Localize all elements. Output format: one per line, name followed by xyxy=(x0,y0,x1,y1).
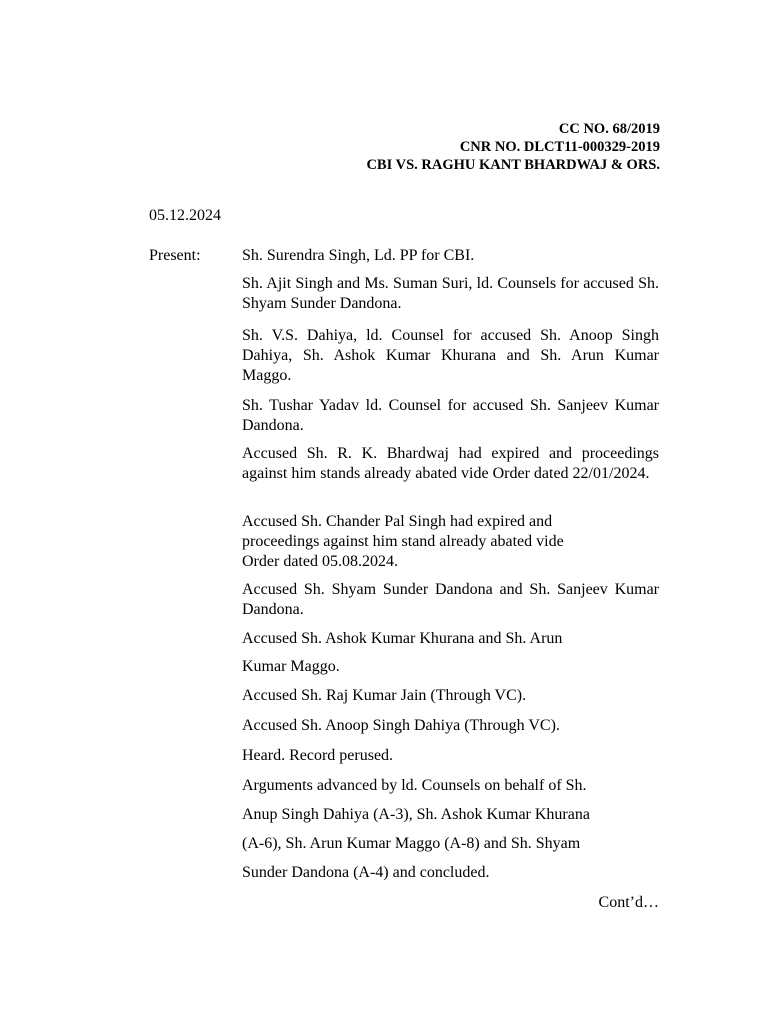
paragraph-accused-khurana-line1: Accused Sh. Ashok Kumar Khurana and Sh. Arun xyxy=(242,630,563,647)
case-number: CC NO. 68/2019 xyxy=(558,121,660,137)
paragraph-heard: Heard. Record perused. xyxy=(242,747,394,764)
paragraph-counsel-yadav: Sh. Tushar Yadav ld. Counsel for accused Sh. Sanjeev Kumar Dandona. xyxy=(242,397,659,434)
paragraph-counsel-dandona: Sh. Ajit Singh and Ms. Suman Suri, ld. Counsels for accused Sh. Shyam Sunder Dandona. xyxy=(242,275,659,312)
paragraph-arguments-line2: Anup Singh Dahiya (A-3), Sh. Ashok Kumar Khurana xyxy=(242,806,590,823)
paragraph-chander-pal-line2: proceedings against him stand already abated vide xyxy=(242,533,564,550)
case-header xyxy=(366,120,660,174)
paragraph-counsel-dahiya: Sh. V.S. Dahiya, ld. Counsel for accused Sh. Anoop Singh Dahiya, Sh. Ashok Kumar Khurana and Sh. Arun Kumar Maggo. xyxy=(242,327,659,384)
paragraph-arguments-line1: Arguments advanced by ld. Counsels on behalf of Sh. xyxy=(242,777,587,794)
paragraph-chander-pal-line1: Accused Sh. Chander Pal Singh had expired and xyxy=(242,513,553,530)
paragraph-arguments-line3: (A-6), Sh. Arun Kumar Maggo (A-8) and Sh. Shyam xyxy=(242,835,581,852)
paragraph-arguments-line4: Sunder Dandona (A-4) and concluded. xyxy=(242,864,490,881)
case-title: CBI VS. RAGHU KANT BHARDWAJ & ORS. xyxy=(366,157,660,173)
paragraph-accused-dahiya: Accused Sh. Anoop Singh Dahiya (Through VC). xyxy=(242,717,560,734)
continued-marker: Cont’d… xyxy=(598,894,659,911)
paragraph-bhardwaj-abated: Accused Sh. R. K. Bhardwaj had expired and proceedings against him stands already abated vide Order dated 22/01/2024. xyxy=(242,445,659,482)
present-label: Present: xyxy=(149,247,201,264)
paragraph-accused-khurana-line2: Kumar Maggo. xyxy=(242,658,340,675)
cnr-number: CNR NO. DLCT11-000329-2019 xyxy=(459,139,660,155)
paragraph-accused-jain: Accused Sh. Raj Kumar Jain (Through VC). xyxy=(242,687,527,704)
paragraph-pp-for-cbi: Sh. Surendra Singh, Ld. PP for CBI. xyxy=(242,247,475,264)
paragraph-chander-pal-line3: Order dated 05.08.2024. xyxy=(242,553,398,570)
order-date: 05.12.2024 xyxy=(149,207,221,224)
paragraph-accused-dandona: Accused Sh. Shyam Sunder Dandona and Sh. Sanjeev Kumar Dandona. xyxy=(242,581,659,618)
